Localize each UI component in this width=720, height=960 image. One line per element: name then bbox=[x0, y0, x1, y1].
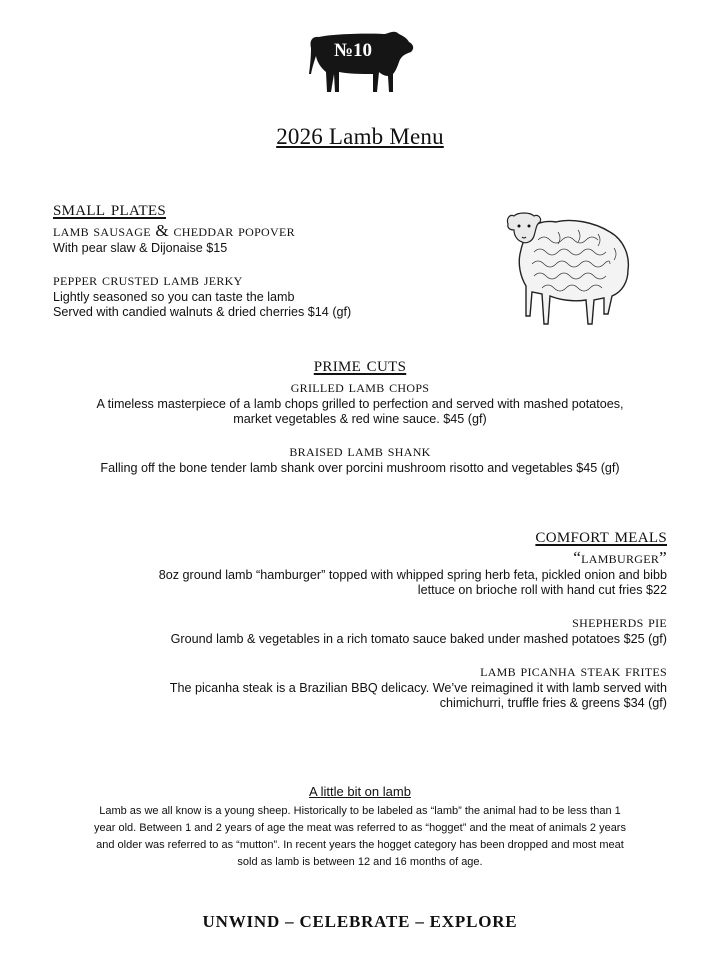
small-plates-section bbox=[53, 196, 351, 320]
lamb-info-line: sold as lamb is between 12 and 16 months of age. bbox=[237, 856, 483, 868]
menu-item-name: “lamburger” bbox=[573, 548, 667, 567]
lamb-info-line: Lamb as we all know is a young sheep. Historically to be labeled as “lamb” the animal had to be less than 1 bbox=[99, 805, 621, 817]
menu-item-name: lamb picanha steak frites bbox=[480, 661, 667, 680]
menu-item-name: braised lamb shank bbox=[289, 441, 431, 460]
tagline: UNWIND – CELEBRATE – EXPLORE bbox=[202, 912, 518, 931]
menu-item-description: With pear slaw & Dijonaise $15 bbox=[53, 241, 228, 255]
lamb-info-line: year old. Between 1 and 2 years of age the meat was referred to as “hogget” and the meat of animals 2 years bbox=[94, 822, 626, 834]
comfort-meals-heading: comfort meals bbox=[535, 523, 667, 547]
menu-item-name: lamb sausage & cheddar popover bbox=[53, 221, 295, 240]
lamb-info-heading: A little bit on lamb bbox=[309, 784, 411, 799]
menu-item-description: Served with candied walnuts & dried cherries $14 (gf) bbox=[53, 305, 352, 319]
lamb-info-text bbox=[58, 803, 662, 871]
menu-item-description: Ground lamb & vegetables in a rich tomato sauce baked under mashed potatoes $25 (gf) bbox=[170, 632, 667, 646]
prime-cuts-section bbox=[40, 352, 680, 476]
menu-item-description: Falling off the bone tender lamb shank over porcini mushroom risotto and vegetables $45 (gf) bbox=[100, 461, 620, 475]
menu-item-description: 8oz ground lamb “hamburger” topped with whipped spring herb feta, pickled onion and bibb bbox=[158, 568, 667, 582]
menu-item-description: The picanha steak is a Brazilian BBQ delicacy. We’ve reimagined it with lamb served with bbox=[169, 681, 667, 695]
lamb-info-line: and older was referred to as “mutton”. In recent years the hogget category has been dropped and most meat bbox=[96, 839, 624, 851]
menu-item-description: A timeless masterpiece of a lamb chops grilled to perfection and served with mashed potatoes, bbox=[96, 397, 624, 411]
menu-item-description: chimichurri, truffle fries & greens $34 (gf) bbox=[439, 696, 667, 710]
page-title: 2026 Lamb Menu bbox=[276, 124, 444, 149]
menu-item-description: lettuce on brioche roll with hand cut fries $22 bbox=[417, 583, 667, 597]
sheep-illustration-icon bbox=[498, 204, 634, 328]
menu-item-name: pepper crusted lamb jerky bbox=[53, 270, 243, 289]
comfort-meals-section bbox=[47, 523, 667, 711]
logo-text: №10 bbox=[333, 40, 373, 61]
menu-item-name: shepherds pie bbox=[572, 612, 667, 631]
prime-cuts-heading: prime cuts bbox=[313, 352, 407, 376]
menu-item-description: market vegetables & red wine sauce. $45 (gf) bbox=[233, 412, 487, 426]
menu-item-description: Lightly seasoned so you can taste the lamb bbox=[53, 290, 295, 304]
menu-item-name: grilled lamb chops bbox=[290, 377, 430, 396]
small-plates-heading: small plates bbox=[53, 196, 167, 220]
bull-logo-icon bbox=[305, 28, 417, 98]
